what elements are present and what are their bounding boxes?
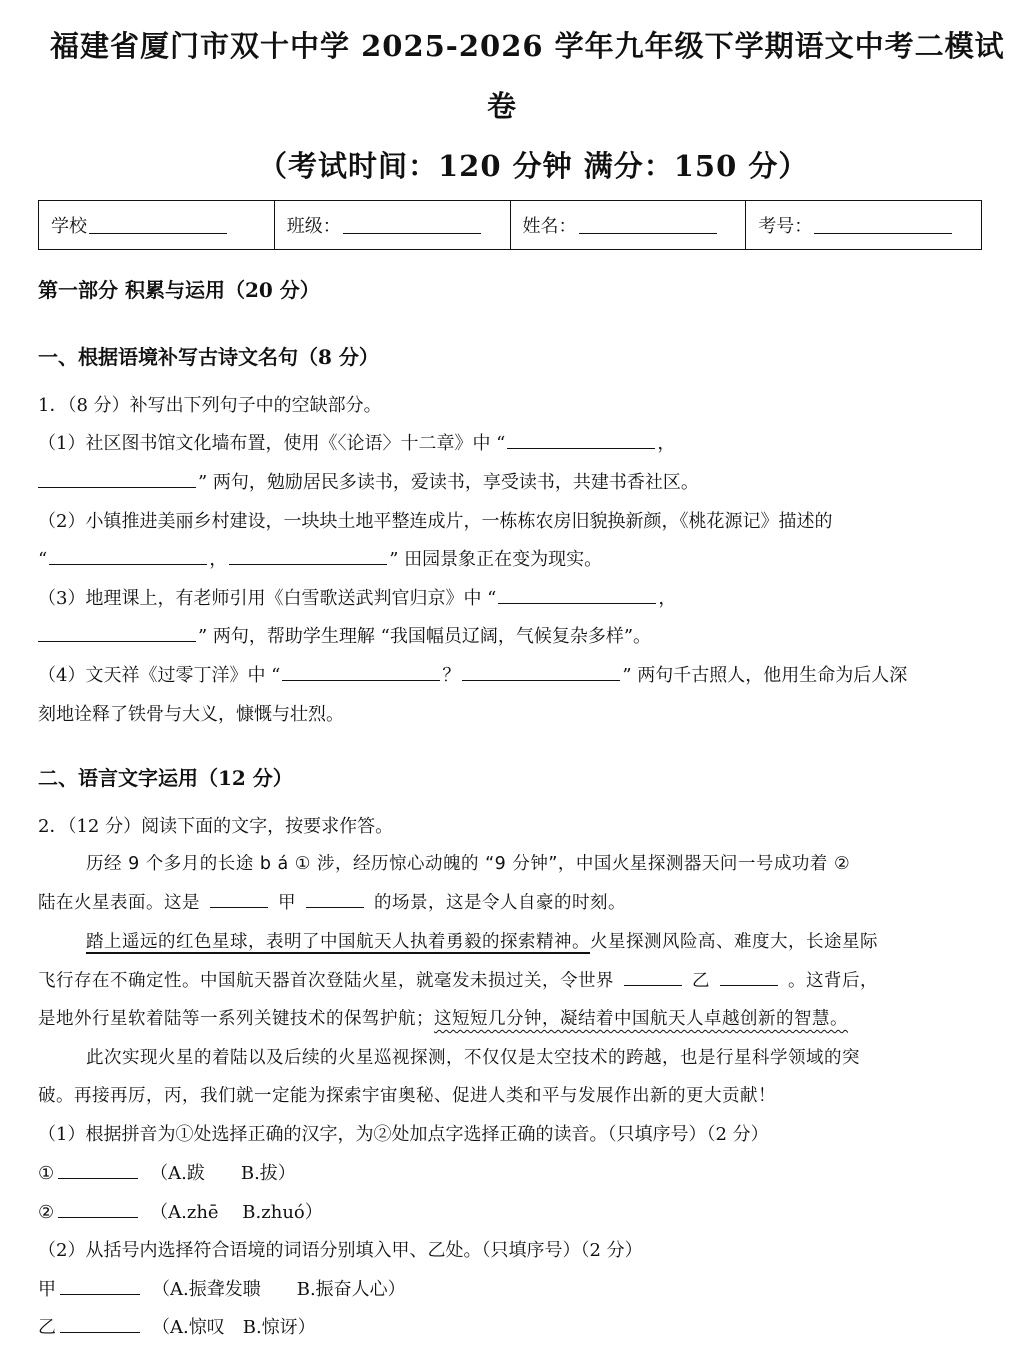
passage-line4	[38, 967, 878, 992]
q1-1-blank1[interactable]	[507, 430, 655, 449]
q1-stem: 1．（8 分）补写出下列句子中的空缺部分。	[38, 395, 382, 416]
q2-2-blank1[interactable]	[60, 1276, 140, 1295]
class-blank[interactable]	[343, 217, 481, 234]
q1-2-text-c: ，	[209, 549, 228, 570]
q1-1-blank2[interactable]	[38, 469, 196, 488]
student-info-table	[38, 200, 982, 250]
yi-marker: 乙	[692, 971, 710, 991]
q1-1-text-a: （1）社区图书馆文化墙布置，使用《〈论语〉十二章》中 “	[38, 433, 506, 454]
q2-1-blank1[interactable]	[58, 1160, 138, 1179]
option-choices: （A.zhē B.zhuó）	[150, 1202, 323, 1223]
q2-1-prompt: （1）根据拼音为①处选择正确的汉字，为②处加点字选择正确的读音。（只填序号）（2 分）	[38, 1124, 769, 1145]
q1-1-line2	[38, 468, 699, 494]
number-field[interactable]	[746, 201, 981, 249]
part1-heading: 第一部分 积累与运用（20 分）	[38, 278, 320, 302]
document-title-cont: 卷	[487, 89, 518, 123]
class-label: 班级：	[286, 216, 341, 237]
option-choices: （A.振聋发聩 B.振奋人心）	[152, 1279, 406, 1300]
class-field[interactable]	[275, 201, 511, 249]
q1-1-text-c: ” 两句，勉励居民多读书，爱读书，享受读书，共建书香社区。	[198, 472, 699, 493]
option-label: 甲	[38, 1279, 56, 1300]
q2-1-option2	[38, 1198, 323, 1224]
q1-3-text-c: ” 两句，帮助学生理解 “我国幅员辽阔，气候复杂多样”。	[198, 626, 652, 647]
name-label: 姓名：	[522, 216, 577, 237]
q1-4-blank1[interactable]	[282, 662, 440, 681]
jia-marker: 甲	[278, 893, 296, 913]
q1-2-blank1[interactable]	[49, 546, 207, 565]
passage-text: 陆在火星表面。这是	[38, 893, 200, 913]
passage-blank-before-yi[interactable]	[624, 967, 682, 986]
school-blank[interactable]	[89, 217, 227, 234]
q1-2-text-b: “	[38, 549, 48, 570]
q1-3-line2	[38, 622, 651, 648]
passage-blank-after-jia[interactable]	[306, 889, 364, 908]
passage-text: 是地外行星软着陆等一系列关键技术的保驾护航；	[38, 1009, 434, 1029]
passage-text: 。这背后，	[788, 971, 878, 991]
option-label: 乙	[38, 1317, 56, 1338]
section1-heading: 一、根据语境补写古诗文名句（8 分）	[38, 345, 379, 369]
q1-3-blank1[interactable]	[498, 585, 656, 604]
q2-2-option2	[38, 1313, 316, 1339]
q1-4-blank2[interactable]	[462, 662, 620, 681]
school-field[interactable]	[39, 201, 275, 249]
passage-line2	[38, 889, 626, 914]
q1-3-blank2[interactable]	[38, 623, 196, 642]
passage-line5	[38, 1005, 848, 1030]
q2-1-option1	[38, 1159, 296, 1185]
q1-2-line2	[38, 545, 602, 571]
passage-text: 火星探测风险高、难度大，长途星际	[590, 932, 878, 952]
q1-1-text-b: ，	[657, 433, 676, 454]
q1-4-text-a: （4）文天祥《过零丁洋》中 “	[38, 665, 281, 686]
passage-line1: 历经 9 个多月的长途 b á ① 涉，经历惊心动魄的 “9 分钟”，中国火星探测器天问一号成功着 ②	[86, 854, 851, 874]
option-label: ②	[38, 1202, 55, 1223]
passage-blank-before-jia[interactable]	[210, 889, 268, 908]
q2-stem: 2．（12 分）阅读下面的文字，按要求作答。	[38, 816, 394, 837]
passage-text: 的场景，这是令人自豪的时刻。	[374, 893, 626, 913]
name-field[interactable]	[511, 201, 747, 249]
q2-2-blank2[interactable]	[60, 1314, 140, 1333]
number-blank[interactable]	[814, 217, 952, 234]
q1-2-text-d: ” 田园景象正在变为现实。	[389, 549, 603, 570]
q1-1-line1	[38, 429, 675, 455]
q2-2-option1	[38, 1275, 406, 1301]
q2-2-prompt: （2）从括号内选择符合语境的词语分别填入甲、乙处。（只填序号）（2 分）	[38, 1240, 643, 1261]
q1-3-line1	[38, 584, 676, 610]
option-choices: （A.惊叹 B.惊讶）	[152, 1317, 316, 1338]
q1-4-text-b: ？	[442, 665, 461, 686]
q1-4-text-c: ” 两句千古照人，他用生命为后人深	[622, 665, 908, 686]
passage-text: 飞行存在不确定性。中国航天器首次登陆火星，就毫发未损过关，令世界	[38, 971, 614, 991]
q1-3-text-a: （3）地理课上，有老师引用《白雪歌送武判官归京》中 “	[38, 588, 497, 609]
q1-2-blank2[interactable]	[229, 546, 387, 565]
q1-3-text-b: ，	[658, 588, 677, 609]
underlined-sentence: 踏上遥远的红色星球，表明了中国航天人执着勇毅的探索精神。	[86, 932, 590, 952]
passage-line6: 此次实现火星的着陆以及后续的火星巡视探测，不仅仅是太空技术的跨越，也是行星科学领域的突	[86, 1048, 860, 1068]
section2-heading: 二、语言文字运用（12 分）	[38, 766, 293, 790]
q1-4-line2: 刻地诠释了铁骨与大义，慷慨与壮烈。	[38, 704, 344, 725]
exam-info: （考试时间：120 分钟 满分：150 分）	[258, 149, 809, 183]
q2-1-blank2[interactable]	[58, 1199, 138, 1218]
wavy-underlined-sentence: 这短短几分钟，凝结着中国航天人卓越创新的智慧。	[434, 1009, 848, 1029]
q1-2-line1: （2）小镇推进美丽乡村建设，一块块土地平整连成片，一栋栋农房旧貌换新颜，《桃花源记》描述的	[38, 511, 833, 532]
option-choices: （A.跋 B.拔）	[150, 1163, 296, 1184]
name-blank[interactable]	[579, 217, 717, 234]
school-label: 学校	[51, 216, 87, 237]
passage-blank-after-yi[interactable]	[720, 967, 778, 986]
number-label: 考号：	[758, 216, 813, 237]
option-label: ①	[38, 1163, 55, 1184]
passage-line7: 破。再接再厉，丙，我们就一定能为探索宇宙奥秘、促进人类和平与发展作出新的更大贡献！	[38, 1086, 776, 1106]
q1-4-line1	[38, 661, 907, 687]
passage-line3	[86, 928, 878, 953]
document-title: 福建省厦门市双十中学 2025-2026 学年九年级下学期语文中考二模试	[50, 29, 1005, 63]
